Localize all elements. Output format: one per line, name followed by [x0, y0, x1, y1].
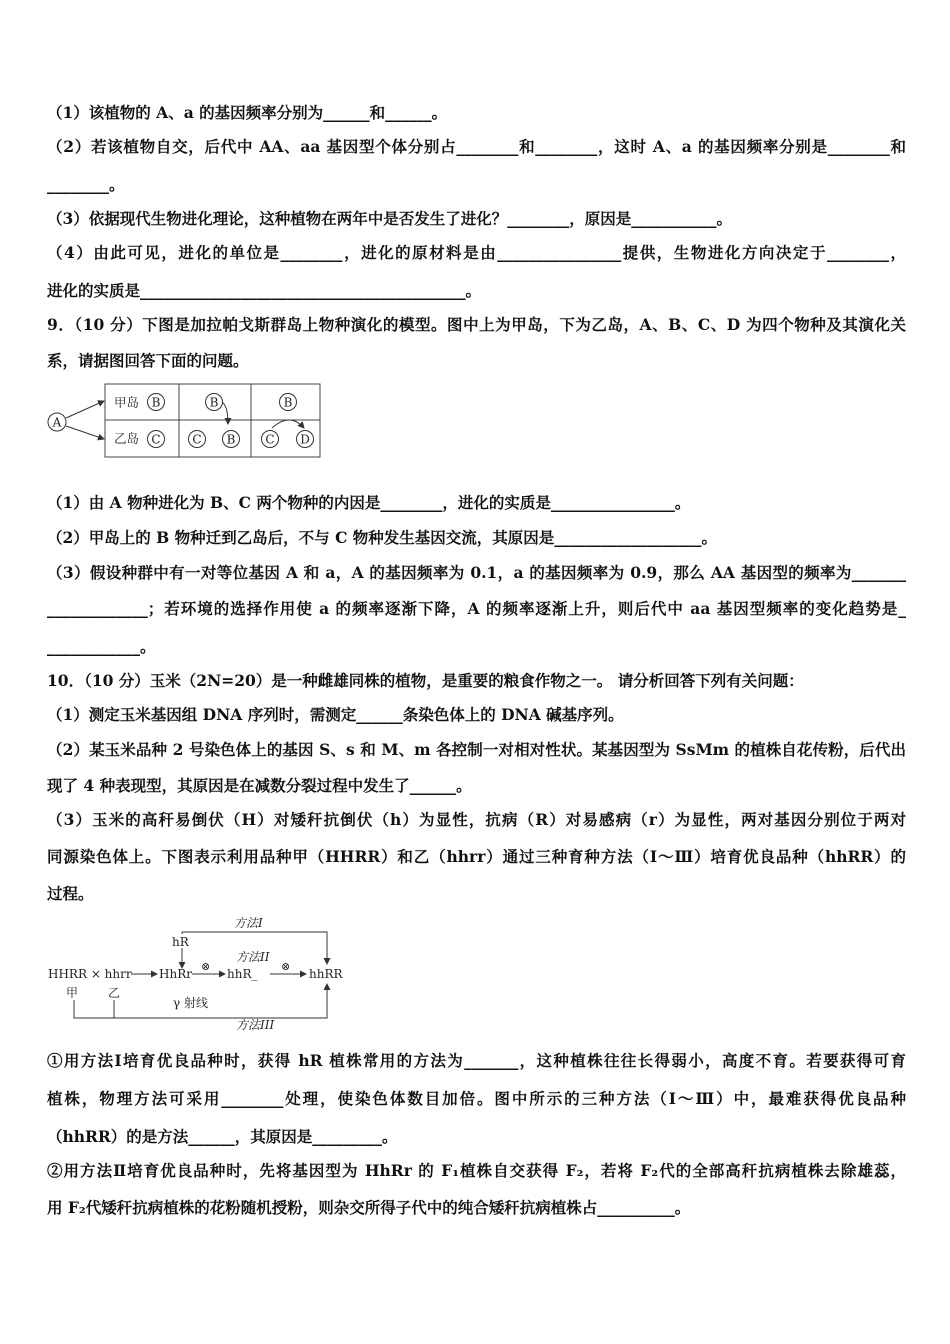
- text-line: 同源染色体上。下图表示利用品种甲（HHRR）和乙（hhrr）通过三种育种方法（Ⅰ～Ⅲ）培育优良品种（hhRR）的: [47, 847, 906, 866]
- cross-label: HHRR × hhrr: [48, 967, 132, 981]
- text-line: 现了 4 种表现型，其原因是在减数分裂过程中发生了______。: [47, 776, 472, 795]
- arrow-to-top: [66, 401, 104, 418]
- text-line: （1）该植物的 A、a 的基因频率分别为______和______。: [47, 103, 448, 122]
- species-a-label: A: [52, 415, 62, 430]
- text-line: （3）依据现代生物进化理论，这种植物在两年中是否发生了进化？________，原因是___________。: [47, 209, 733, 228]
- species-c-label: C: [192, 432, 202, 447]
- island-evolution-figure: [40, 380, 330, 462]
- f1-label: HhRr: [159, 967, 192, 981]
- species-b-label: B: [209, 395, 219, 410]
- species-c-label: C: [151, 432, 161, 447]
- species-c-label: C: [265, 432, 275, 447]
- haploid-label: hR: [172, 935, 189, 949]
- text-line: 用 F₂代矮秆抗病植株的花粉随机授粉，则杂交所得子代中的纯合矮秆抗病植株占__________。: [47, 1198, 691, 1217]
- method3-label: 方法III: [236, 1018, 275, 1032]
- species-d-label: D: [300, 432, 310, 447]
- species-b-label: B: [226, 432, 236, 447]
- arrow-to-bottom: [66, 426, 104, 439]
- selfing-1: ⊗: [201, 960, 211, 973]
- intermediate-label: hhR_: [227, 967, 258, 981]
- text-line: ____________。: [47, 637, 156, 656]
- bottom-island-label: 乙岛: [114, 431, 140, 446]
- question-9-title: 9．（10 分）下图是加拉帕戈斯群岛上物种演化的模型。图中上为甲岛，下为乙岛，A、B、C、D 为四个物种及其演化关: [47, 315, 906, 334]
- parent2-label: 乙: [108, 986, 121, 1000]
- text-line: 过程。: [47, 884, 94, 903]
- target-label: hhRR: [309, 967, 343, 981]
- text-line: （2）某玉米品种 2 号染色体上的基因 S、s 和 M、m 各控制一对相对性状。某基因型为 SsMm 的植株自花传粉，后代出: [47, 740, 906, 759]
- breeding-methods-figure: [44, 914, 354, 1036]
- text-line: （2）甲岛上的 B 物种迁到乙岛后，不与 C 物种发生基因交流，其原因是___________________。: [47, 528, 718, 547]
- question-10-title: 10．（10 分）玉米（2N=20）是一种雌雄同株的植物，是重要的粮食作物之一。 请分析回答下列有关问题：: [47, 671, 804, 690]
- text-line: （2）若该植物自交，后代中 AA、aa 基因型个体分别占________和________，这时 A、a 的基因频率分别是________和: [47, 137, 906, 156]
- top-island-label: 甲岛: [114, 395, 140, 410]
- text-line: 植株，物理方法可采用________处理，使染色体数目加倍。图中所示的三种方法（Ⅰ～Ⅲ）中，最难获得优良品种: [47, 1089, 906, 1108]
- text-line: （1）由 A 物种进化为 B、C 两个物种的内因是________，进化的实质是________________。: [47, 493, 691, 512]
- text-line: ①用方法Ⅰ培育优良品种时，获得 hR 植株常用的方法为_______，这种植株往往长得弱小，高度不育。若要获得可育: [47, 1051, 906, 1070]
- text-line: （3）假设种群中有一对等位基因 A 和 a，A 的基因频率为 0.1，a 的基因频率为 0.9，那么 AA 基因型的频率为_______: [47, 563, 906, 582]
- text-line: 系，请据图回答下面的问题。: [47, 351, 249, 370]
- text-line: （4）由此可见，进化的单位是________，进化的原材料是由________________提供，生物进化方向决定于________，: [47, 243, 906, 262]
- text-line: _____________；若环境的选择作用使 a 的频率逐渐下降，A 的频率逐渐上升，则后代中 aa 基因型频率的变化趋势是_: [47, 599, 906, 618]
- text-line: 进化的实质是__________________________________________。: [47, 281, 482, 300]
- text-line: （1）测定玉米基因组 DNA 序列时，需测定______条染色体上的 DNA 碱基序列。: [47, 705, 624, 724]
- method2-label: 方法II: [236, 950, 270, 964]
- species-b-label: B: [151, 395, 161, 410]
- text-line: ②用方法Ⅱ培育优良品种时，先将基因型为 HhRr 的 F₁植株自交获得 F₂，若将 F₂代的全部高秆抗病植株去除雄蕊，: [47, 1161, 906, 1180]
- text-line: ________。: [47, 175, 125, 194]
- text-line: （3）玉米的高秆易倒伏（H）对矮秆抗倒伏（h）为显性，抗病（R）对易感病（r）为显性，两对基因分别位于两对: [47, 810, 906, 829]
- species-b-label: B: [283, 395, 293, 410]
- text-line: （hhRR）的是方法______，其原因是_________。: [47, 1127, 398, 1146]
- method1-label: 方法I: [234, 916, 263, 930]
- gamma-label: γ 射线: [173, 996, 208, 1010]
- selfing-2: ⊗: [281, 960, 291, 973]
- parent1-label: 甲: [66, 986, 79, 1000]
